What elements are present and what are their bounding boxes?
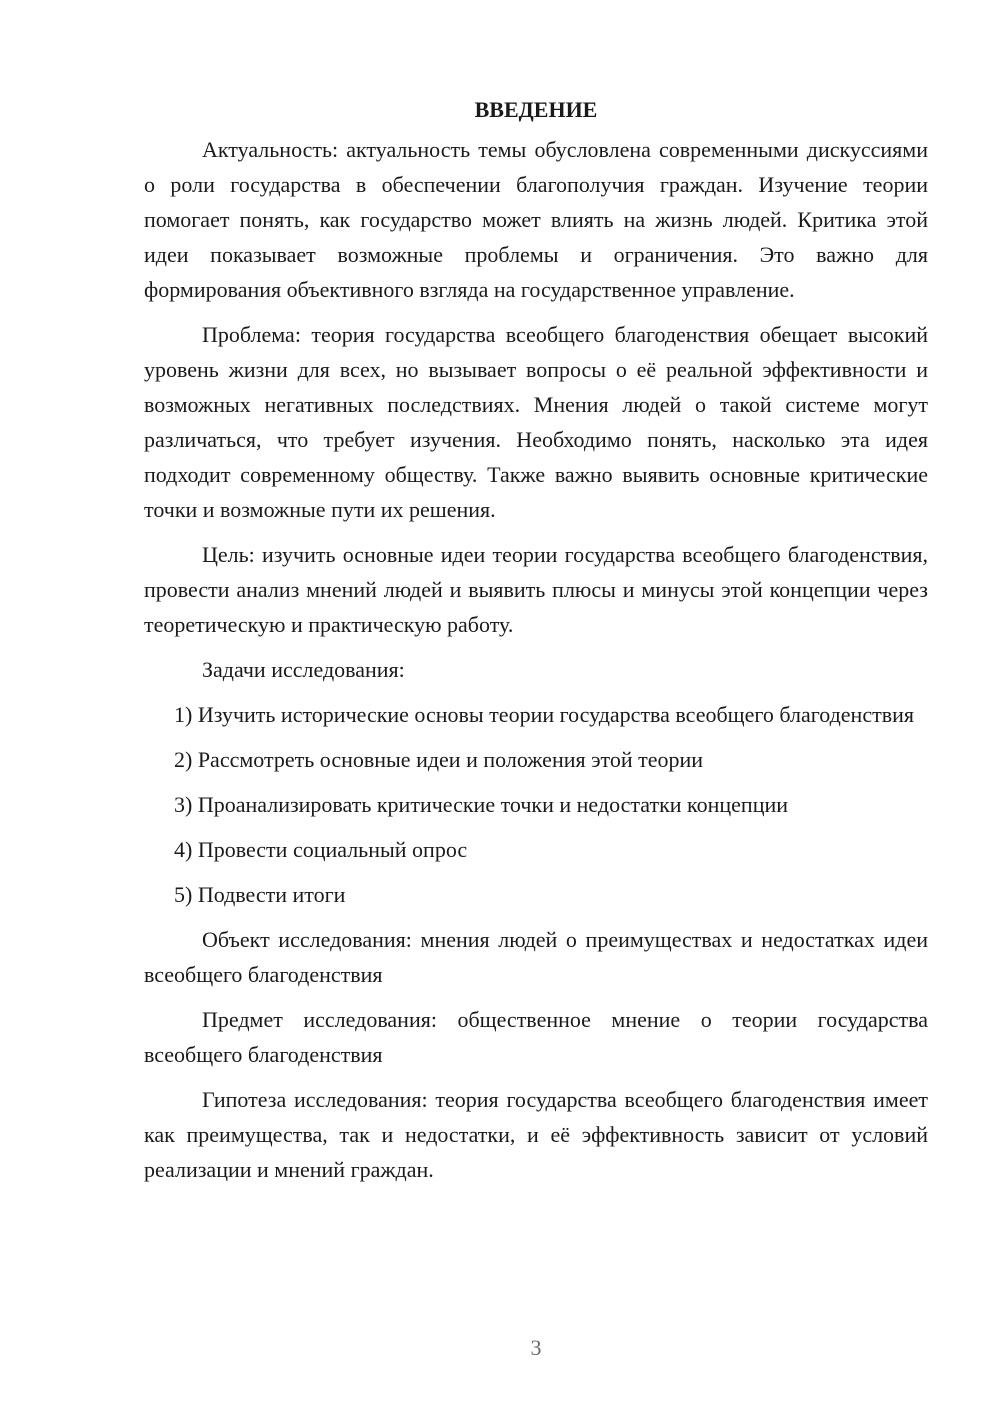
task-item-5: 5) Подвести итоги bbox=[174, 882, 346, 907]
paragraph-goal: Цель: изучить основные идеи теории государства всеобщего благоденствия, провести анализ мнений людей и выявить плюсы и минусы этой концепции через теоретическую и практическую работу. bbox=[144, 542, 928, 637]
paragraph-object: Объект исследования: мнения людей о преимуществах и недостатках идеи всеобщего благоденствия bbox=[144, 927, 928, 987]
task-item-1: 1) Изучить исторические основы теории государства всеобщего благоденствия bbox=[174, 702, 914, 727]
page-number: 3 bbox=[530, 1335, 542, 1360]
task-item-3: 3) Проанализировать критические точки и недостатки концепции bbox=[174, 792, 789, 817]
paragraph-hypothesis: Гипотеза исследования: теория государства всеобщего благоденствия имеет как преимущества, так и недостатки, и её эффективность зависит от условий реализации и мнений граждан. bbox=[144, 1087, 928, 1182]
paragraph-subject: Предмет исследования: общественное мнение о теории государства всеобщего благоденствия bbox=[144, 1007, 928, 1067]
task-item-4: 4) Провести социальный опрос bbox=[174, 837, 468, 862]
page-content bbox=[144, 92, 928, 1197]
paragraph-problem: Проблема: теория государства всеобщего благоденствия обещает высокий уровень жизни для всех, но вызывает вопросы о её реальной эффективности и возможных негативных последствиях. Мнения людей о такой системе могут различаться, что требует изучения. Необходимо понять, насколько эта идея подходит современному обществу. Также важно выявить основные критические точки и возможные пути их решения. bbox=[144, 322, 928, 522]
task-item-2: 2) Рассмотреть основные идеи и положения этой теории bbox=[174, 747, 704, 772]
tasks-heading: Задачи исследования: bbox=[202, 657, 405, 682]
paragraph-relevance: Актуальность: актуальность темы обусловлена современными дискуссиями о роли государства в обеспечении благополучия граждан. Изучение теории помогает понять, как государство может влиять на жизнь людей. Критика этой идеи показывает возможные проблемы и ограничения. Это важно для формирования объективного взгляда на государственное управление. bbox=[144, 137, 928, 302]
section-title: ВВЕДЕНИЕ bbox=[474, 97, 598, 122]
